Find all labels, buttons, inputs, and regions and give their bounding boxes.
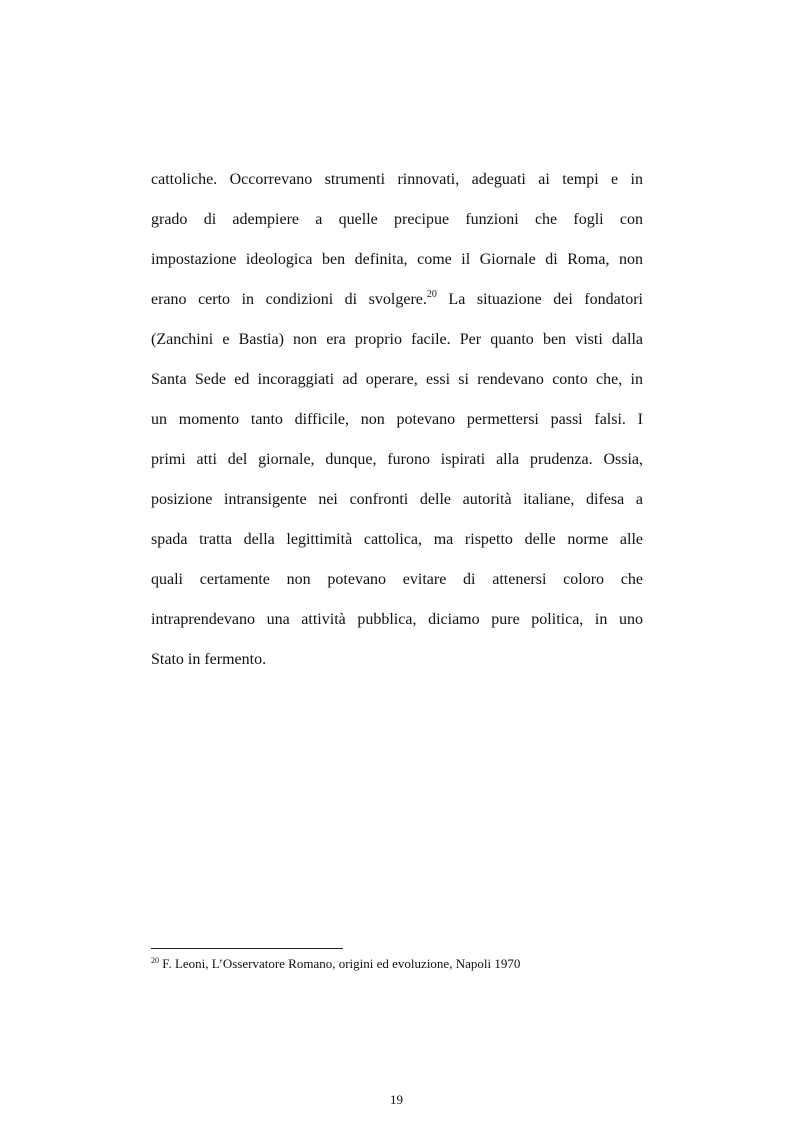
text-line: Santa Sede ed incoraggiati ad operare, essi si rendevano conto che, in (151, 371, 643, 388)
text-line: cattoliche. Occorrevano strumenti rinnovati, adeguati ai tempi e in (151, 171, 643, 188)
footnote-text: F. Leoni, L’Osservatore Romano, origini ed evoluzione, Napoli 1970 (159, 956, 521, 971)
footnote-reference[interactable]: 20 (426, 289, 437, 300)
footnote (151, 955, 651, 973)
text-line: grado di adempiere a quelle precipue funzioni che fogli con (151, 211, 643, 228)
footnote-separator (151, 948, 343, 949)
text-line: spada tratta della legittimità cattolica, ma rispetto delle norme alle (151, 531, 643, 548)
text-line: impostazione ideologica ben definita, come il Giornale di Roma, non (151, 251, 643, 268)
text-line: intraprendevano una attività pubblica, diciamo pure politica, in uno (151, 611, 643, 628)
text-line: primi atti del giornale, dunque, furono ispirati alla prudenza. Ossia, (151, 451, 643, 468)
text-line: un momento tanto difficile, non potevano permettersi passi falsi. I (151, 411, 643, 428)
text-line: Stato in fermento. (151, 651, 267, 668)
page-number: 19 (390, 1092, 403, 1107)
body-paragraph (151, 160, 643, 680)
text-line: (Zanchini e Bastia) non era proprio facile. Per quanto ben visti dalla (151, 331, 643, 348)
text-segment: erano certo in condizioni di svolgere. (151, 291, 427, 308)
text-line: posizione intransigente nei confronti delle autorità italiane, difesa a (151, 491, 643, 508)
footnote-mark: 20 (151, 956, 159, 965)
text-segment: La situazione dei fondatori (436, 291, 643, 308)
text-line-with-footnote (151, 280, 643, 320)
text-line: quali certamente non potevano evitare di attenersi coloro che (151, 571, 643, 588)
